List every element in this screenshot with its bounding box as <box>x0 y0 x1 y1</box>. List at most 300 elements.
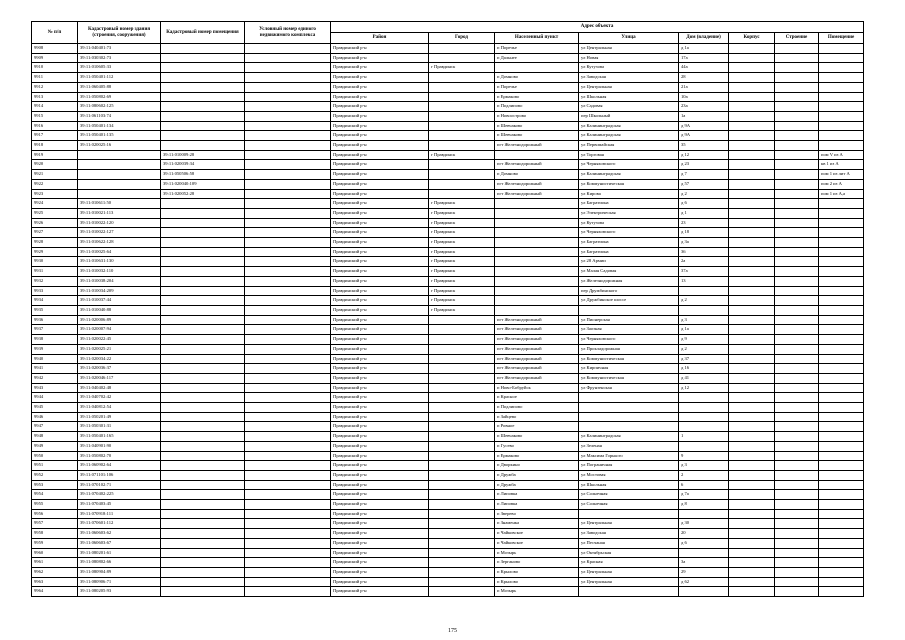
cell-locality: п Чайковское <box>495 529 579 539</box>
cell-district: Правдинский р-н <box>331 102 429 112</box>
cell-conditional-number <box>245 315 331 325</box>
cell-locality: п Чайковское <box>495 538 579 548</box>
cell-cadastral-building <box>78 160 161 170</box>
table-row <box>32 364 864 374</box>
cell-premises <box>819 529 864 539</box>
cell-district: Правдинский р-н <box>331 412 429 422</box>
cell-district: Правдинский р-н <box>331 393 429 403</box>
header-address-group: Адрес объекта <box>331 22 864 33</box>
cell-locality: п Липовка <box>495 500 579 510</box>
cell-num: 9935 <box>32 305 78 315</box>
cell-district: Правдинский р-н <box>331 529 429 539</box>
cell-num: 9919 <box>32 150 78 160</box>
cell-conditional-number <box>245 490 331 500</box>
cell-street: ул Мостовая <box>579 470 679 480</box>
cell-street: пер Дружбинского <box>579 286 679 296</box>
cell-cadastral-premises <box>161 325 245 335</box>
cell-conditional-number <box>245 305 331 315</box>
cell-city <box>429 315 495 325</box>
cell-conditional-number <box>245 44 331 54</box>
cell-cadastral-building: 39:11:010040:88 <box>78 305 161 315</box>
cell-city <box>429 567 495 577</box>
cell-district: Правдинский р-н <box>331 141 429 151</box>
cell-building <box>729 470 775 480</box>
cell-premises <box>819 141 864 151</box>
table-row <box>32 218 864 228</box>
table-row <box>32 73 864 83</box>
cell-city <box>429 373 495 383</box>
cell-cadastral-premises <box>161 451 245 461</box>
cell-district: Правдинский р-н <box>331 403 429 413</box>
cell-house <box>679 305 729 315</box>
cell-house: 36 <box>679 247 729 257</box>
cell-street: ул Прокладорожная <box>579 344 679 354</box>
cell-cadastral-premises <box>161 218 245 228</box>
cell-cadastral-building: 39:11:040702:42 <box>78 393 161 403</box>
cell-house <box>679 548 729 558</box>
cell-structure <box>775 44 819 54</box>
cell-building <box>729 325 775 335</box>
cell-building <box>729 131 775 141</box>
cell-cadastral-building <box>78 170 161 180</box>
cell-district: Правдинский р-н <box>331 567 429 577</box>
cell-building <box>729 179 775 189</box>
cell-structure <box>775 53 819 63</box>
cell-premises <box>819 509 864 519</box>
cell-conditional-number <box>245 170 331 180</box>
cell-street: ул Центральная <box>579 577 679 587</box>
cell-building <box>729 422 775 432</box>
cell-house: д 12 <box>679 150 729 160</box>
cell-locality: п Красное <box>495 393 579 403</box>
cell-building <box>729 344 775 354</box>
cell-city <box>429 189 495 199</box>
table-row <box>32 393 864 403</box>
cell-premises <box>819 53 864 63</box>
table-row <box>32 296 864 306</box>
cell-num: 9928 <box>32 238 78 248</box>
cell-structure <box>775 305 819 315</box>
cell-locality <box>495 208 579 218</box>
cell-num: 9913 <box>32 92 78 102</box>
cell-street: ул Солнечная <box>579 490 679 500</box>
cell-house: 23а <box>679 102 729 112</box>
cell-locality: п Дружба <box>495 480 579 490</box>
cell-locality <box>495 296 579 306</box>
cell-street: ул Садовая <box>579 102 679 112</box>
cell-cadastral-building: 39:11:010025:64 <box>78 247 161 257</box>
cell-premises <box>819 383 864 393</box>
cell-city <box>429 412 495 422</box>
cell-district: Правдинский р-н <box>331 432 429 442</box>
cell-building <box>729 403 775 413</box>
cell-district: Правдинский р-н <box>331 354 429 364</box>
cell-cadastral-premises <box>161 82 245 92</box>
cell-structure <box>775 470 819 480</box>
header-conditional-number: Условный номер единого недвижимого комплекса <box>245 22 331 44</box>
cell-building <box>729 315 775 325</box>
cell-structure <box>775 276 819 286</box>
cell-cadastral-premises <box>161 305 245 315</box>
cell-street: ул Новая <box>579 53 679 63</box>
cell-locality: п Ермаково <box>495 451 579 461</box>
cell-locality: п Зверево <box>495 509 579 519</box>
cell-premises: пом 2 из А <box>819 179 864 189</box>
cell-locality: пгт Железнодорожный <box>495 141 579 151</box>
cell-locality: пгт Железнодорожный <box>495 179 579 189</box>
cell-city <box>429 354 495 364</box>
cell-premises <box>819 558 864 568</box>
cell-building <box>729 519 775 529</box>
cell-locality: п Мозырь <box>495 587 579 597</box>
cell-city <box>429 558 495 568</box>
cell-street: ул Первомайская <box>579 141 679 151</box>
cell-house: д 7а <box>679 490 729 500</box>
cell-locality <box>495 228 579 238</box>
cell-building <box>729 412 775 422</box>
cell-city <box>429 538 495 548</box>
cell-conditional-number <box>245 519 331 529</box>
cell-num: 9963 <box>32 577 78 587</box>
cell-premises <box>819 461 864 471</box>
cell-num: 9945 <box>32 403 78 413</box>
cell-num: 9958 <box>32 529 78 539</box>
cell-num: 9951 <box>32 461 78 471</box>
cell-district: Правдинский р-н <box>331 82 429 92</box>
cell-house: 44а <box>679 63 729 73</box>
cell-cadastral-building: 39:11:040402:48 <box>78 383 161 393</box>
cell-locality <box>495 247 579 257</box>
cell-locality: п Крылово <box>495 577 579 587</box>
table-row <box>32 111 864 121</box>
cell-structure <box>775 403 819 413</box>
cell-district: Правдинский р-н <box>331 111 429 121</box>
cell-structure <box>775 121 819 131</box>
cell-cadastral-premises <box>161 296 245 306</box>
cell-building <box>729 82 775 92</box>
cell-conditional-number <box>245 441 331 451</box>
cell-num: 9912 <box>32 82 78 92</box>
cell-house: д 2 <box>679 296 729 306</box>
cell-street: ул Центральная <box>579 519 679 529</box>
cell-structure <box>775 354 819 364</box>
cell-premises <box>819 296 864 306</box>
table-row <box>32 238 864 248</box>
cell-premises <box>819 548 864 558</box>
cell-cadastral-premises <box>161 364 245 374</box>
cell-premises <box>819 538 864 548</box>
cell-building <box>729 208 775 218</box>
cell-num: 9961 <box>32 558 78 568</box>
cell-house: д 3а <box>679 238 729 248</box>
table-row <box>32 267 864 277</box>
cell-city <box>429 548 495 558</box>
cell-house: 2 <box>679 470 729 480</box>
cell-locality: пгт Железнодорожный <box>495 160 579 170</box>
cell-cadastral-premises <box>161 63 245 73</box>
cell-cadastral-building: 39:11:010622:128 <box>78 238 161 248</box>
cell-conditional-number <box>245 286 331 296</box>
cell-street: ул Центральная <box>579 567 679 577</box>
cell-structure <box>775 548 819 558</box>
cell-house: д 16 <box>679 364 729 374</box>
cell-conditional-number <box>245 587 331 597</box>
cell-premises <box>819 325 864 335</box>
cell-num: 9931 <box>32 267 78 277</box>
table-row <box>32 441 864 451</box>
cell-cadastral-building: 39:11:050401:135 <box>78 131 161 141</box>
cell-num: 9960 <box>32 548 78 558</box>
cell-locality: пгт Железнодорожный <box>495 373 579 383</box>
cell-cadastral-building: 39:11:070403:45 <box>78 500 161 510</box>
cell-cadastral-premises <box>161 558 245 568</box>
cell-city: г Правдинск <box>429 247 495 257</box>
cell-conditional-number <box>245 403 331 413</box>
cell-structure <box>775 335 819 345</box>
cell-house: 17а <box>679 53 729 63</box>
cell-building <box>729 548 775 558</box>
cell-house: д 41 <box>679 373 729 383</box>
cell-premises <box>819 567 864 577</box>
cell-locality <box>495 257 579 267</box>
cell-cadastral-building: 39:11:070102:71 <box>78 480 161 490</box>
table-row <box>32 44 864 54</box>
header-building: Корпус <box>729 33 775 44</box>
cell-locality <box>495 63 579 73</box>
cell-num: 9953 <box>32 480 78 490</box>
cell-locality: п Ровное <box>495 422 579 432</box>
cell-cadastral-building: 39:11:020034:22 <box>78 354 161 364</box>
table-row <box>32 500 864 510</box>
cell-street: ул Кирпичная <box>579 364 679 374</box>
cell-district: Правдинский р-н <box>331 422 429 432</box>
cell-num: 9955 <box>32 500 78 510</box>
cell-building <box>729 247 775 257</box>
cell-district: Правдинский р-н <box>331 451 429 461</box>
table-row <box>32 208 864 218</box>
cell-cadastral-premises <box>161 121 245 131</box>
cell-city <box>429 179 495 189</box>
cell-city <box>429 587 495 597</box>
cell-street <box>579 412 679 422</box>
cell-street: ул Школьная <box>579 480 679 490</box>
cell-cadastral-building: 39:11:080802:66 <box>78 558 161 568</box>
cell-conditional-number <box>245 208 331 218</box>
cell-district: Правдинский р-н <box>331 53 429 63</box>
cell-cadastral-building: 39:11:050401:134 <box>78 121 161 131</box>
cell-conditional-number <box>245 567 331 577</box>
cell-premises <box>819 432 864 442</box>
cell-city <box>429 53 495 63</box>
cell-premises <box>819 500 864 510</box>
cell-conditional-number <box>245 276 331 286</box>
cell-city: г Правдинск <box>429 267 495 277</box>
cell-premises <box>819 422 864 432</box>
cell-building <box>729 228 775 238</box>
cell-cadastral-premises <box>161 567 245 577</box>
cell-cadastral-building: 39:11:010022:127 <box>78 228 161 238</box>
cell-building <box>729 335 775 345</box>
cell-locality <box>495 305 579 315</box>
cell-city <box>429 509 495 519</box>
cell-structure <box>775 364 819 374</box>
cell-building <box>729 238 775 248</box>
cell-cadastral-premises <box>161 257 245 267</box>
table-row <box>32 344 864 354</box>
cell-conditional-number <box>245 461 331 471</box>
cell-cadastral-building: 39:11:050802:70 <box>78 451 161 461</box>
cell-structure <box>775 587 819 597</box>
cell-cadastral-building: 39:11:010605:33 <box>78 63 161 73</box>
cell-structure <box>775 451 819 461</box>
cell-num: 9925 <box>32 208 78 218</box>
cell-structure <box>775 519 819 529</box>
cell-house: 23 <box>679 218 729 228</box>
cell-num: 9930 <box>32 257 78 267</box>
cell-conditional-number <box>245 383 331 393</box>
cell-locality: пгт Железнодорожный <box>495 325 579 335</box>
cell-district: Правдинский р-н <box>331 247 429 257</box>
cell-premises <box>819 286 864 296</box>
cell-city: г Правдинск <box>429 218 495 228</box>
cell-city <box>429 461 495 471</box>
cell-street: ул 28 Армии <box>579 257 679 267</box>
cell-premises <box>819 199 864 209</box>
cell-structure <box>775 73 819 83</box>
cell-building <box>729 441 775 451</box>
cell-structure <box>775 228 819 238</box>
cell-conditional-number <box>245 335 331 345</box>
cell-building <box>729 267 775 277</box>
cell-locality: пгт Железнодорожный <box>495 335 579 345</box>
cell-structure <box>775 315 819 325</box>
cell-district: Правдинский р-н <box>331 276 429 286</box>
cell-num: 9934 <box>32 296 78 306</box>
cell-structure <box>775 170 819 180</box>
cell-premises <box>819 470 864 480</box>
cell-premises <box>819 451 864 461</box>
cell-building <box>729 500 775 510</box>
cell-district: Правдинский р-н <box>331 267 429 277</box>
cell-street <box>579 587 679 597</box>
cell-house: 10а <box>679 92 729 102</box>
cell-structure <box>775 189 819 199</box>
cell-building <box>729 257 775 267</box>
cell-city <box>429 73 495 83</box>
table-row <box>32 354 864 364</box>
cell-district: Правдинский р-н <box>331 189 429 199</box>
table-row <box>32 286 864 296</box>
cell-cadastral-building: 39:11:020006:89 <box>78 315 161 325</box>
cell-district: Правдинский р-н <box>331 577 429 587</box>
cell-structure <box>775 267 819 277</box>
cell-locality: п Новоострово <box>495 111 579 121</box>
cell-building <box>729 92 775 102</box>
cell-city <box>429 92 495 102</box>
cell-conditional-number <box>245 529 331 539</box>
cell-cadastral-premises <box>161 500 245 510</box>
cell-city <box>429 383 495 393</box>
cell-cadastral-building: 39:11:030302:73 <box>78 53 161 63</box>
cell-district: Правдинский р-н <box>331 296 429 306</box>
cell-locality: п Домново <box>495 170 579 180</box>
cell-building <box>729 538 775 548</box>
cell-structure <box>775 131 819 141</box>
cell-street: ул Черняховского <box>579 160 679 170</box>
cell-premises <box>819 364 864 374</box>
table-row <box>32 519 864 529</box>
cell-city: г Правдинск <box>429 63 495 73</box>
cell-cadastral-building <box>78 179 161 189</box>
cell-cadastral-premises: 39:11:010009:28 <box>161 150 245 160</box>
cell-conditional-number <box>245 63 331 73</box>
cell-structure <box>775 558 819 568</box>
cell-district: Правдинский р-н <box>331 305 429 315</box>
cell-num: 9915 <box>32 111 78 121</box>
cell-premises <box>819 247 864 257</box>
cell-structure <box>775 500 819 510</box>
cell-building <box>729 393 775 403</box>
cell-building <box>729 305 775 315</box>
table-row <box>32 529 864 539</box>
cell-num: 9911 <box>32 73 78 83</box>
cell-house: д 1а <box>679 44 729 54</box>
cell-cadastral-building: 39:11:010021:113 <box>78 208 161 218</box>
cell-premises <box>819 490 864 500</box>
cell-city: г Правдинск <box>429 286 495 296</box>
cell-house <box>679 412 729 422</box>
table-row <box>32 412 864 422</box>
table-row <box>32 383 864 393</box>
cell-city: г Правдинск <box>429 228 495 238</box>
cell-city <box>429 82 495 92</box>
cell-structure <box>775 111 819 121</box>
cell-num: 9946 <box>32 412 78 422</box>
cell-premises <box>819 315 864 325</box>
cell-locality <box>495 267 579 277</box>
cell-cadastral-premises <box>161 315 245 325</box>
cell-cadastral-building: 39:11:060603:67 <box>78 538 161 548</box>
cell-conditional-number <box>245 179 331 189</box>
cell-locality: п Ново-Бобруйск <box>495 383 579 393</box>
cell-district: Правдинский р-н <box>331 150 429 160</box>
cell-cadastral-premises <box>161 422 245 432</box>
cell-house: 6 <box>679 480 729 490</box>
cell-district: Правдинский р-н <box>331 257 429 267</box>
cell-city <box>429 344 495 354</box>
cell-district: Правдинский р-н <box>331 335 429 345</box>
cell-cadastral-premises: 39:11:020039:34 <box>161 160 245 170</box>
cell-district: Правдинский р-н <box>331 44 429 54</box>
cell-num: 9910 <box>32 63 78 73</box>
table-row <box>32 179 864 189</box>
cell-street: ул Фрунзенская <box>579 383 679 393</box>
cell-locality: пгт Железнодорожный <box>495 354 579 364</box>
cell-num: 9940 <box>32 354 78 364</box>
cell-building <box>729 509 775 519</box>
cell-premises <box>819 441 864 451</box>
cell-street: ул Черняховского <box>579 335 679 345</box>
cell-cadastral-premises <box>161 393 245 403</box>
cell-structure <box>775 247 819 257</box>
table-row <box>32 587 864 597</box>
cell-num: 9938 <box>32 335 78 345</box>
cell-structure <box>775 344 819 354</box>
cell-structure <box>775 383 819 393</box>
cell-structure <box>775 432 819 442</box>
cell-premises: пом 1 из А,а <box>819 189 864 199</box>
cell-building <box>729 373 775 383</box>
